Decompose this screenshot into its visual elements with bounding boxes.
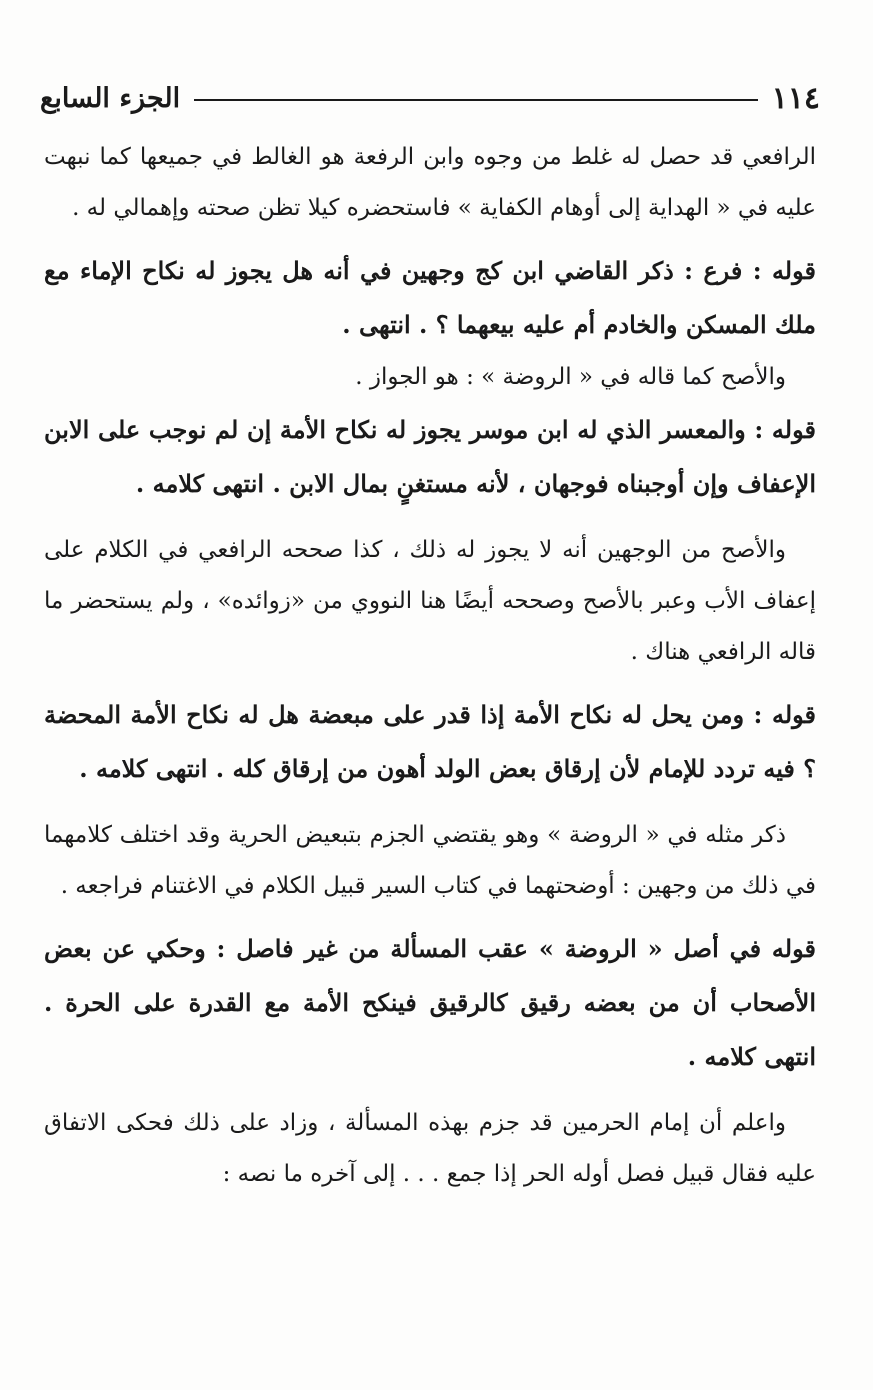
- body-paragraph: ذكر مثله في « الروضة » وهو يقتضي الجزم بتبعيض الحرية وقد اختلف كلامهما في ذلك من وجهين : أوضحتهما في كتاب السير قبيل الكلام في الاغتنام فراجعه .: [44, 822, 816, 899]
- body-paragraph: والأصح من الوجهين أنه لا يجوز له ذلك ، كذا صححه الرافعي في الكلام على إعفاف الأب وعبر بالأصح وصححه أيضًا هنا النووي من «زوائده» ، ولم يستحضر ما قاله الرافعي هناك .: [44, 537, 817, 665]
- body-paragraph: والأصح كما قاله في « الروضة » : هو الجواز .: [355, 364, 786, 390]
- page-number: ١١٤: [771, 80, 820, 116]
- quoted-heading-paragraph: قوله : ومن يحل له نكاح الأمة إذا قدر على مبعضة هل له نكاح الأمة المحضة ؟ فيه تردد للإمام لأن إرقاق بعض الولد أهون من إرقاق كله . انتهى كلامه .: [44, 700, 816, 783]
- page-body: [44, 132, 816, 1200]
- page-header: [40, 78, 820, 118]
- body-paragraph: الرافعي قد حصل له غلط من وجوه وابن الرفعة هو الغالط في جميعها كما نبهت عليه في « الهداية إلى أوهام الكفاية » فاستحضره كيلا تظن صحته وإهمالي له .: [44, 144, 816, 221]
- body-paragraph: واعلم أن إمام الحرمين قد جزم بهذه المسألة ، وزاد على ذلك فحكى الاتفاق عليه فقال قبيل فصل أوله الحر إذا جمع . . . إلى آخره ما نصه :: [44, 1110, 816, 1187]
- quoted-heading-paragraph: قوله : والمعسر الذي له ابن موسر يجوز له نكاح الأمة إن لم نوجب على الابن الإعفاف وإن أوجبناه فوجهان ، لأنه مستغنٍ بمال الابن . انتهى كلامه .: [44, 415, 816, 498]
- header-rule: [194, 99, 758, 101]
- quoted-heading-paragraph: قوله في أصل « الروضة » عقب المسألة من غير فاصل : وحكي عن بعض الأصحاب أن من بعضه رقيق كالرقيق فينكح الأمة مع القدرة على الحرة . انتهى كلامه .: [44, 934, 816, 1071]
- volume-title: الجزء السابع: [40, 82, 181, 114]
- quoted-heading-paragraph: قوله : فرع : ذكر القاضي ابن كج وجهين في أنه هل يجوز له نكاح الإماء مع ملك المسكن والخادم أم عليه بيعهما ؟ . انتهى .: [44, 256, 816, 339]
